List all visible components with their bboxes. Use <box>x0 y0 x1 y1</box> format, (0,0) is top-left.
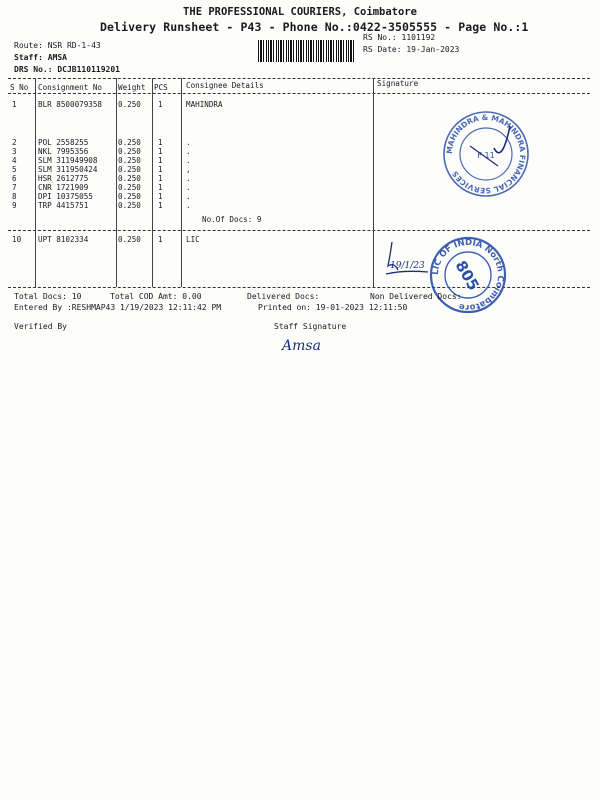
svg-text:19/1/23: 19/1/23 <box>390 261 425 271</box>
row-weight: 0.250 <box>118 138 141 147</box>
svg-text:F 11: F 11 <box>477 151 495 160</box>
row-weight: 0.250 <box>118 235 141 244</box>
row-pcs: 1 <box>158 165 163 174</box>
total-docs: Total Docs: 10 <box>14 292 82 301</box>
row-consignment-no: DPI 10375055 <box>38 192 93 201</box>
lic-stamp-icon <box>428 235 508 315</box>
table-header-rule <box>8 93 590 94</box>
col-header-weight: Weight <box>118 83 146 92</box>
row-consignment-no: HSR 2612775 <box>38 174 89 183</box>
row-consignment-no: POL 2558255 <box>38 138 89 147</box>
row-pcs: 1 <box>158 192 163 201</box>
row-pcs: 1 <box>158 174 163 183</box>
entered-by: Entered By :RESHMAP43 1/19/2023 12:11:42 PM <box>14 303 222 312</box>
route-label: Route: NSR RD-1-43 <box>14 41 101 50</box>
row-consignment-no: TRP 4415751 <box>38 201 89 210</box>
staff-label: Staff: AMSA <box>14 53 67 62</box>
row-sno: 4 <box>12 156 17 165</box>
row-sno: 7 <box>12 183 17 192</box>
printed-on: Printed on: 19-01-2023 12:11:50 <box>258 303 408 312</box>
row-sno: 5 <box>12 165 17 174</box>
staff-signature-icon <box>278 332 338 356</box>
row-weight: 0.250 <box>118 183 141 192</box>
col-header-sno: S No <box>10 83 29 92</box>
row-consignment-no: CNR 1721909 <box>38 183 89 192</box>
row-consignment-no: UPT 8102334 <box>38 235 89 244</box>
row-sno: 10 <box>12 235 22 244</box>
staff-signature-label: Staff Signature <box>274 322 347 331</box>
col-header-signature: Signature <box>377 79 419 88</box>
row-sno: 3 <box>12 147 17 156</box>
row-weight: 0.250 <box>118 174 141 183</box>
col-header-pcs: PCS <box>154 83 168 92</box>
row-pcs: 1 <box>158 147 163 156</box>
col-header-consignment: Consignment No <box>38 83 103 92</box>
runsheet-title: Delivery Runsheet - P43 - Phone No.:0422-3505555 - Page No.:1 <box>100 20 529 34</box>
col-divider <box>116 78 117 287</box>
mahindra-stamp-icon <box>440 108 532 200</box>
barcode <box>258 40 356 62</box>
row-consignee: . <box>186 183 191 192</box>
row-pcs: 1 <box>158 156 163 165</box>
col-divider <box>373 78 374 287</box>
row-consignee: . <box>186 156 191 165</box>
rs-number: RS No.: 1101192 <box>363 33 436 42</box>
company-title: THE PROFESSIONAL COURIERS, Coimbatore <box>183 6 417 18</box>
drs-number: DRS No.: DCJB110119201 <box>14 65 120 74</box>
row-weight: 0.250 <box>118 201 141 210</box>
row-sno: 6 <box>12 174 17 183</box>
row-pcs: 1 <box>158 100 163 109</box>
svg-text:805: 805 <box>451 257 483 294</box>
row-consignee: . <box>186 138 191 147</box>
rs-date: RS Date: 19-Jan-2023 <box>363 45 460 54</box>
svg-text:LIC OF INDIA North Coimbatore: LIC OF INDIA North Coimbatore <box>430 237 506 313</box>
svg-text:MAHINDRA & MAHINDRA FINANCIAL: MAHINDRA & MAHINDRA FINANCIAL SERVICES <box>444 112 528 196</box>
row-weight: 0.250 <box>118 192 141 201</box>
row-sno: 9 <box>12 201 17 210</box>
col-divider <box>152 78 153 287</box>
row-consignment-no: SLM 311949908 <box>38 156 98 165</box>
verified-by: Verified By <box>14 322 67 331</box>
delivered-docs: Delivered Docs: <box>247 292 320 301</box>
table-section-rule <box>8 230 590 231</box>
total-cod: Total COD Amt: 0.00 <box>110 292 202 301</box>
row-weight: 0.250 <box>118 165 141 174</box>
col-divider <box>181 78 182 287</box>
row-consignee: . <box>186 147 191 156</box>
row-sno: 2 <box>12 138 17 147</box>
row-pcs: 1 <box>158 235 163 244</box>
row-pcs: 1 <box>158 183 163 192</box>
row-weight: 0.250 <box>118 156 141 165</box>
table-top-rule <box>8 78 590 79</box>
svg-text:Amsa: Amsa <box>282 338 321 354</box>
docs-count: No.Of Docs: 9 <box>202 215 262 224</box>
row-consignment-no: NKL 7995356 <box>38 147 89 156</box>
row-sno: 1 <box>12 100 17 109</box>
row-consignment-no: BLR 8500079358 <box>38 100 103 109</box>
row-consignee: LIC <box>186 235 200 244</box>
row-consignee: . <box>186 201 191 210</box>
row-weight: 0.250 <box>118 147 141 156</box>
row-consignee: MAHINDRA <box>186 100 223 109</box>
col-header-details: Consignee Details <box>186 81 264 90</box>
row-pcs: 1 <box>158 201 163 210</box>
row-consignee: . <box>186 192 191 201</box>
row-sno: 8 <box>12 192 17 201</box>
col-divider <box>35 78 36 287</box>
row-consignment-no: SLM 311950424 <box>38 165 98 174</box>
non-delivered-docs: Non Delivered Docs: <box>370 292 462 301</box>
row-pcs: 1 <box>158 138 163 147</box>
row-consignee: , <box>186 165 191 174</box>
row-consignee: . <box>186 174 191 183</box>
row-weight: 0.250 <box>118 100 141 109</box>
